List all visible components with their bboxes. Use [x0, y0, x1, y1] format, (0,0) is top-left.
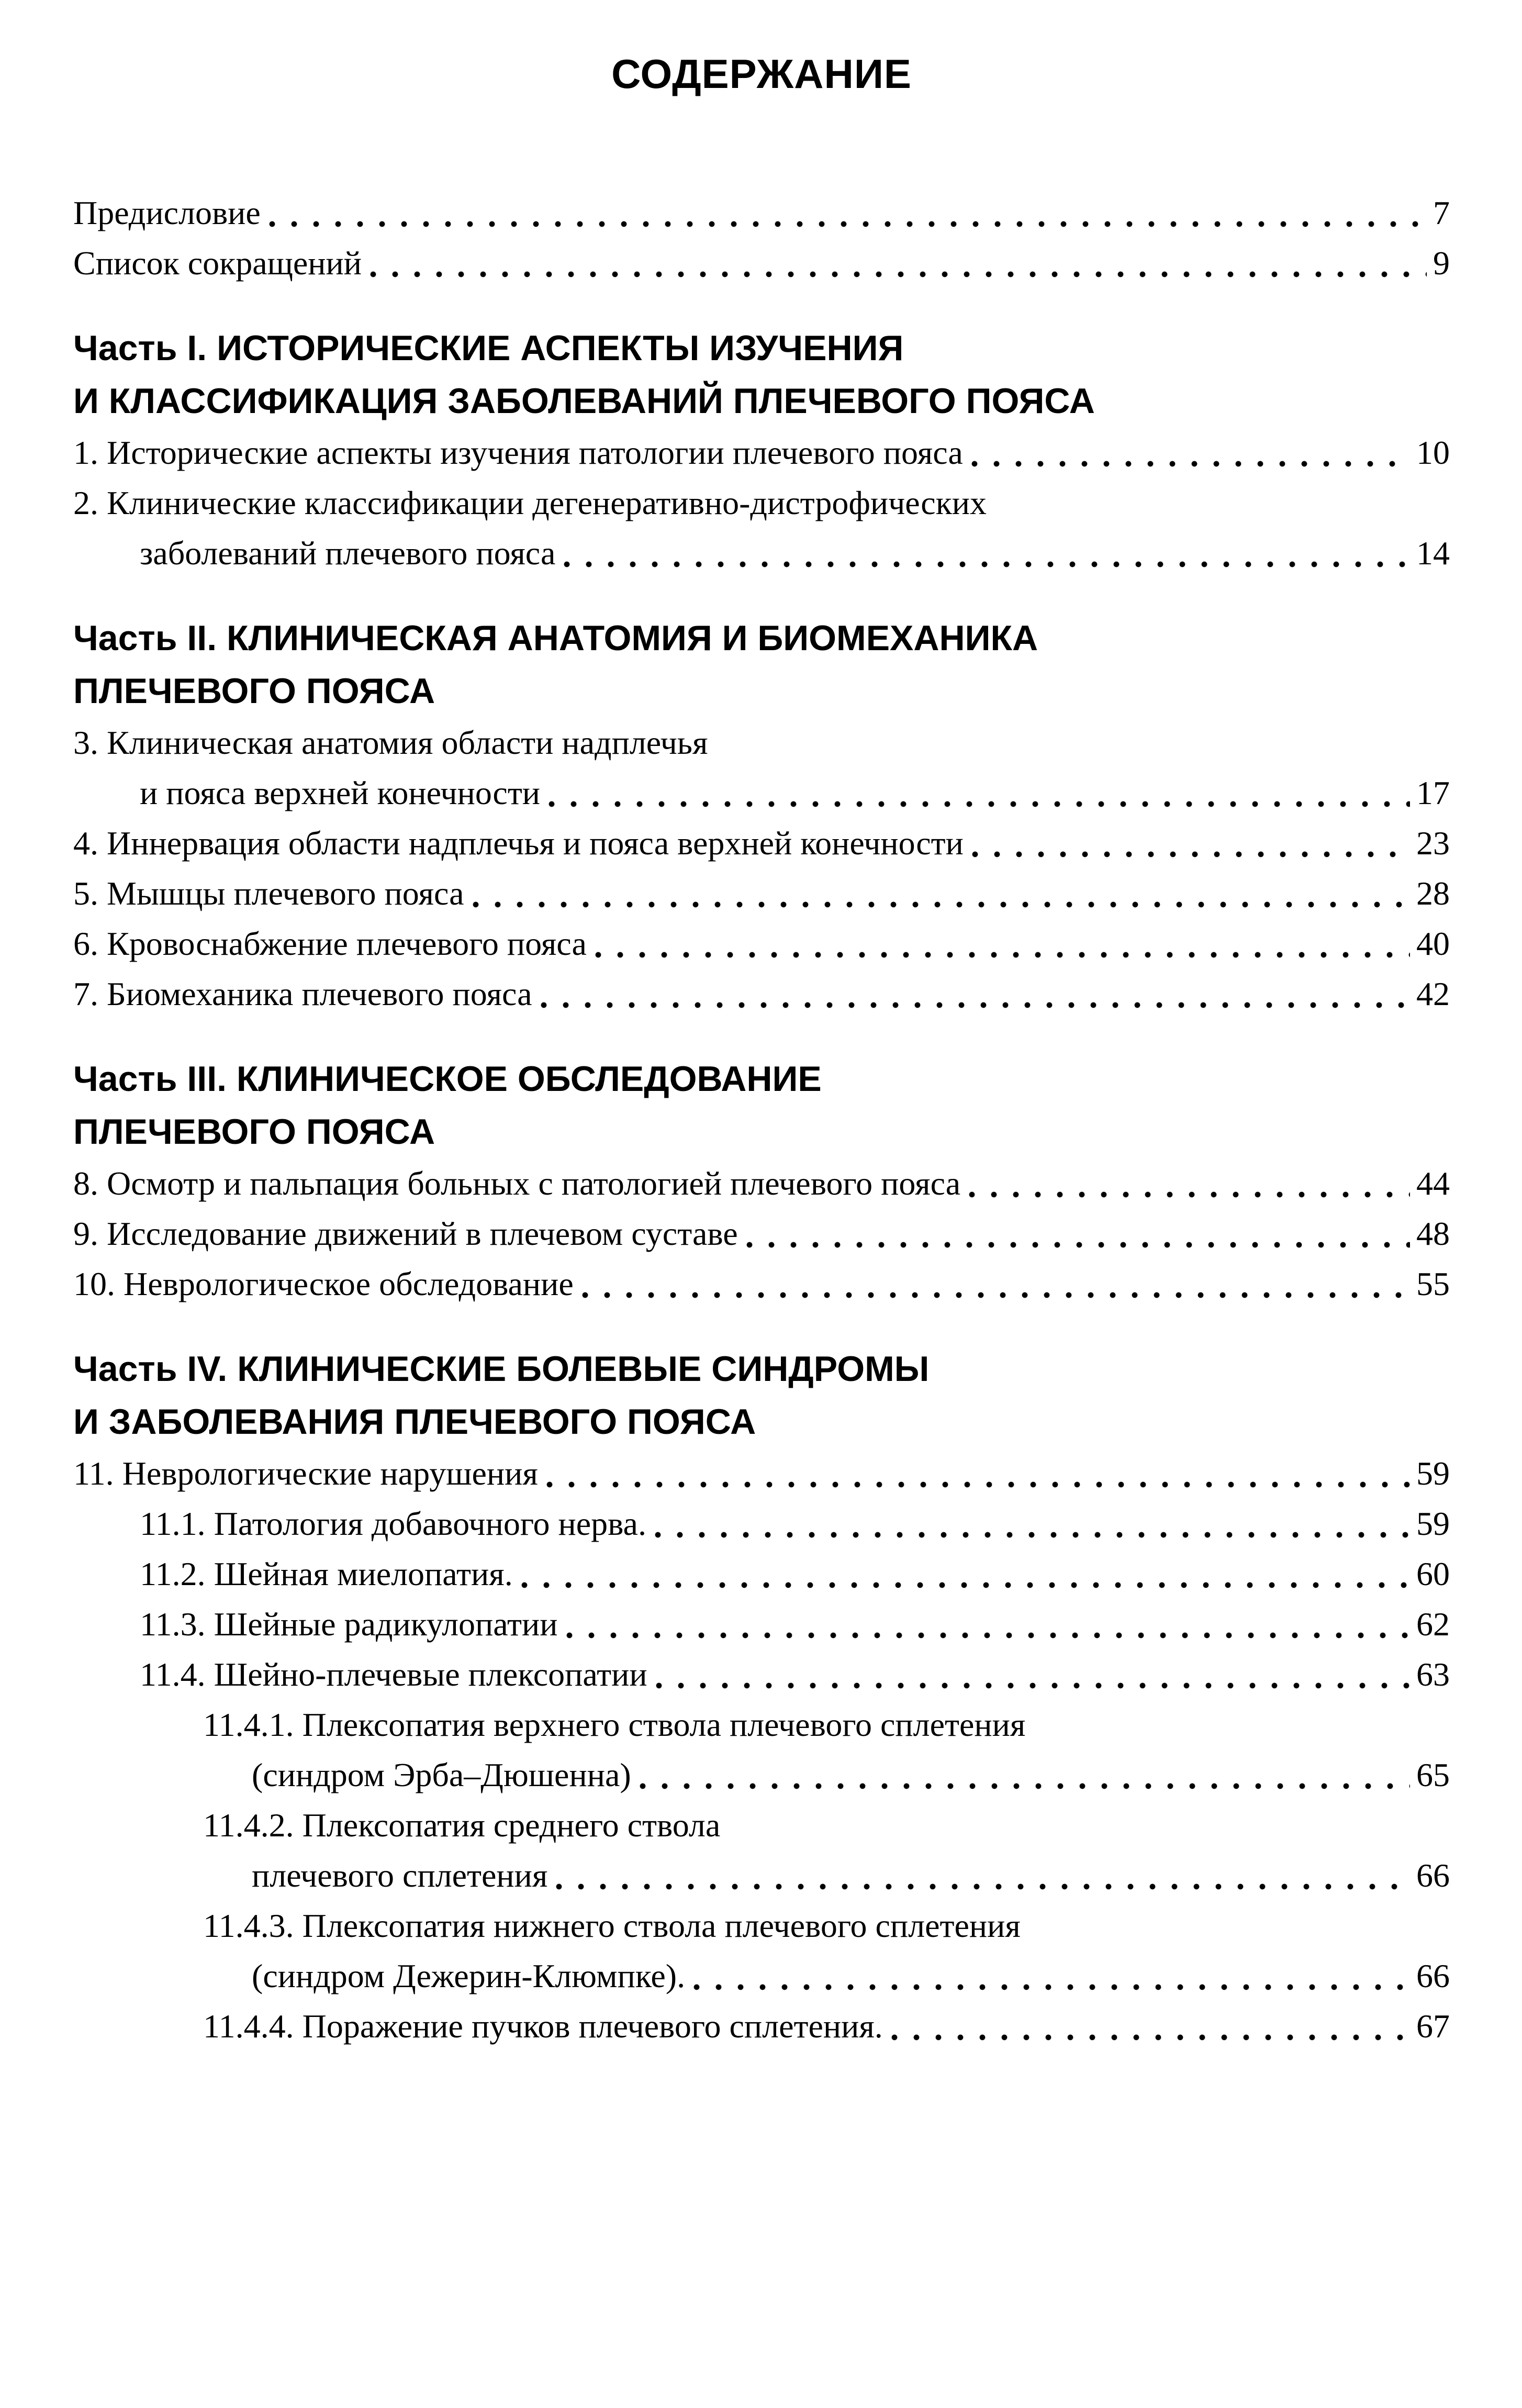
dot-leader — [541, 1002, 1410, 1008]
dot-leader — [269, 221, 1427, 227]
toc-entry-line — [73, 1599, 1450, 1649]
toc-entry-text: и пояса верхней конечности — [140, 774, 541, 811]
toc-entry-text: 11.4.2. Плексопатия среднего ствола — [203, 1807, 721, 1844]
dot-leader — [972, 851, 1410, 857]
dot-leader — [640, 1783, 1410, 1789]
toc-page-number: 59 — [1416, 1505, 1450, 1542]
toc-entry-text: (синдром Эрба–Дюшенна) — [252, 1756, 631, 1793]
toc-entry-line — [73, 1750, 1450, 1800]
toc-entry-line — [73, 1448, 1450, 1499]
toc-entry-text: 11.3. Шейные радикулопатии — [140, 1606, 558, 1643]
dot-leader — [971, 461, 1410, 467]
toc-page-number: 28 — [1416, 875, 1450, 912]
toc-entry-text: 11.4. Шейно-плечевые плексопатии — [140, 1656, 647, 1693]
dot-leader — [656, 1682, 1410, 1689]
toc-entry-line — [73, 1549, 1450, 1599]
toc-entry-text: 8. Осмотр и пальпация больных с патологией плечевого пояса — [73, 1165, 961, 1202]
toc-page-number: 59 — [1416, 1455, 1450, 1492]
toc-page-number: 14 — [1416, 534, 1450, 572]
section-heading-line: Часть IV. КЛИНИЧЕСКИЕ БОЛЕВЫЕ СИНДРОМЫ — [73, 1349, 930, 1389]
toc-section — [73, 1343, 1450, 2052]
toc-page-number: 17 — [1416, 774, 1450, 811]
section-heading-line: И ЗАБОЛЕВАНИЯ ПЛЕЧЕВОГО ПОЯСА — [73, 1402, 756, 1442]
toc-entry-line — [73, 1259, 1450, 1309]
toc-section — [73, 612, 1450, 1019]
toc-entry-line — [73, 1700, 1450, 1750]
toc-section — [73, 322, 1450, 578]
toc-entry-text: Список сокращений — [73, 244, 362, 282]
dot-leader — [566, 1632, 1411, 1638]
toc-entry-line — [73, 1901, 1450, 1951]
toc-page-number: 66 — [1416, 1857, 1450, 1894]
toc-entry-text: 4. Иннервация области надплечья и пояса верхней конечности — [73, 824, 964, 862]
section-heading-line: ПЛЕЧЕВОГО ПОЯСА — [73, 671, 435, 711]
toc-entry-text: заболеваний плечевого пояса — [140, 534, 556, 572]
dot-leader — [556, 1883, 1410, 1890]
toc-entry-text: 9. Исследование движений в плечевом суставе — [73, 1215, 738, 1252]
toc-entry-text: 11.4.1. Плексопатия верхнего ствола плечевого сплетения — [203, 1706, 1026, 1743]
toc-entry-text: 6. Кровоснабжение плечевого пояса — [73, 925, 587, 962]
toc-page-number: 7 — [1433, 194, 1450, 231]
section-heading-line: И КЛАССИФИКАЦИЯ ЗАБОЛЕВАНИЙ ПЛЕЧЕВОГО ПОЯСА — [73, 381, 1095, 421]
dot-leader — [582, 1292, 1410, 1298]
toc-entry-line — [73, 919, 1450, 969]
dot-leader — [549, 801, 1410, 807]
dot-leader — [655, 1532, 1410, 1538]
toc-entry-line — [73, 1649, 1450, 1700]
dot-leader — [546, 1481, 1410, 1488]
toc-page-number: 55 — [1416, 1265, 1450, 1302]
toc-entry-line — [73, 528, 1450, 578]
toc-entry-text: 10. Неврологическое обследование — [73, 1265, 574, 1302]
toc-entry-line — [73, 1158, 1450, 1209]
toc-page-number: 42 — [1416, 975, 1450, 1012]
toc-entry-line — [73, 2001, 1450, 2052]
toc-entry-text: плечевого сплетения — [252, 1857, 548, 1894]
toc-entry-line — [73, 818, 1450, 868]
toc-entry-text: 5. Мышцы плечевого пояса — [73, 875, 464, 912]
toc-entry-line — [73, 478, 1450, 528]
dot-leader — [891, 2034, 1410, 2041]
toc-entry-line — [73, 969, 1450, 1019]
dot-leader — [746, 1242, 1410, 1248]
toc-page-number: 60 — [1416, 1555, 1450, 1592]
toc-section — [73, 1053, 1450, 1309]
toc-entry-text: (синдром Дежерин-Клюмпке). — [252, 1957, 686, 1994]
toc-entry-text: Предисловие — [73, 194, 261, 231]
dot-leader — [473, 901, 1410, 908]
section-heading-line: Часть I. ИСТОРИЧЕСКИЕ АСПЕКТЫ ИЗУЧЕНИЯ — [73, 328, 904, 368]
toc-entry-text: 2. Клинические классификации дегенеративно-дистрофических — [73, 484, 987, 521]
toc-entry-line — [73, 1499, 1450, 1549]
toc-entry-line — [73, 768, 1450, 818]
toc-page-number: 65 — [1416, 1756, 1450, 1793]
toc-entry-text: 11.4.3. Плексопатия нижнего ствола плечевого сплетения — [203, 1907, 1021, 1944]
toc-page-number: 63 — [1416, 1656, 1450, 1693]
toc-entry-line — [73, 1800, 1450, 1850]
toc-entry-text: 1. Исторические аспекты изучения патологии плечевого пояса — [73, 434, 963, 471]
toc-entry-line — [73, 1209, 1450, 1259]
toc-entry-text: 11.2. Шейная миелопатия. — [140, 1555, 513, 1592]
toc-page-number: 9 — [1433, 244, 1450, 282]
toc-entry-line — [73, 1850, 1450, 1901]
toc — [73, 188, 1450, 2052]
toc-entry-text: 3. Клиническая анатомия области надплечья — [73, 724, 708, 761]
toc-page-number: 66 — [1416, 1957, 1450, 1994]
toc-page-number: 40 — [1416, 925, 1450, 962]
toc-entry-line — [73, 718, 1450, 768]
section-heading-line: ПЛЕЧЕВОГО ПОЯСА — [73, 1112, 435, 1152]
toc-entry-line — [73, 188, 1450, 238]
dot-leader — [521, 1582, 1410, 1588]
page-title: СОДЕРЖАНИЕ — [611, 51, 912, 97]
toc-page-number: 48 — [1416, 1215, 1450, 1252]
toc-page-number: 44 — [1416, 1165, 1450, 1202]
toc-entry-text: 11. Неврологические нарушения — [73, 1455, 538, 1492]
toc-entry-text: 11.1. Патология добавочного нерва. — [140, 1505, 646, 1542]
section-heading-line: Часть II. КЛИНИЧЕСКАЯ АНАТОМИЯ И БИОМЕХАНИКА — [73, 618, 1038, 658]
toc-entry-line — [73, 1951, 1450, 2001]
section-heading-line: Часть III. КЛИНИЧЕСКОЕ ОБСЛЕДОВАНИЕ — [73, 1059, 822, 1099]
toc-section — [73, 188, 1450, 288]
toc-entry-text: 11.4.4. Поражение пучков плечевого сплетения. — [203, 2008, 883, 2045]
toc-entry-line — [73, 428, 1450, 478]
dot-leader — [595, 952, 1410, 958]
dot-leader — [370, 271, 1427, 277]
toc-page-number: 23 — [1416, 824, 1450, 862]
toc-entry-text: 7. Биомеханика плечевого пояса — [73, 975, 532, 1012]
toc-page-number: 10 — [1416, 434, 1450, 471]
toc-page-number: 62 — [1416, 1606, 1450, 1643]
toc-entry-line — [73, 238, 1450, 288]
dot-leader — [693, 1984, 1410, 1990]
toc-page-number: 67 — [1416, 2008, 1450, 2045]
dot-leader — [564, 561, 1410, 567]
dot-leader — [969, 1191, 1410, 1198]
toc-entry-line — [73, 868, 1450, 919]
